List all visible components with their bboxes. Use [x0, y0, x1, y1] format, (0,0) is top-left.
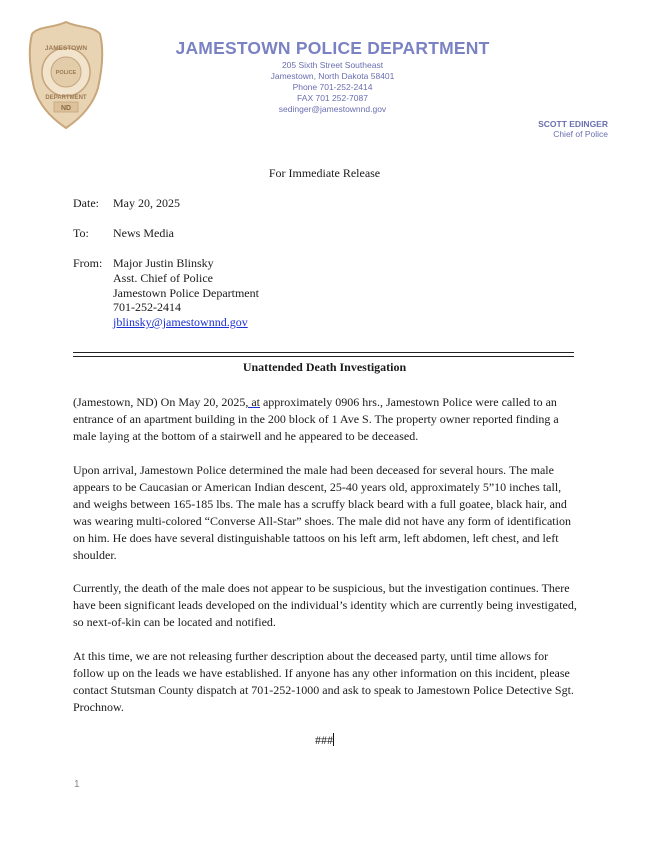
paragraph-1 — [73, 394, 578, 445]
date-label: Date: — [73, 196, 99, 210]
from-title: Asst. Chief of Police — [113, 271, 213, 285]
headline: Unattended Death Investigation — [242, 360, 407, 374]
badge-center-text: POLICE — [55, 70, 77, 76]
badge-banner-text: ND — [60, 105, 72, 112]
address-line-city: Jamestown, North Dakota 58401 — [270, 71, 395, 81]
from-name: Major Justin Blinsky — [113, 256, 214, 270]
address-line-phone: Phone 701-252-2414 — [292, 82, 373, 92]
to-label: To: — [73, 226, 89, 240]
divider-rule — [73, 356, 574, 357]
text-cursor — [333, 733, 334, 746]
from-phone: 701-252-2414 — [113, 300, 181, 314]
to-value: News Media — [113, 226, 174, 240]
paragraph-2: Upon arrival, Jamestown Police determined the male had been deceased for several hours. The male appears to be Caucasian or American Indian descent, 25-40 years old, approximately 5”10 inches tall, and weighs between 165-185 lbs. The male has a scruffy black beard with a full goatee, black hair, and was wearing multi-colored “Converse All-Star” shoes. The male did not have any form of identification on him. He does have several distinguishable tattoos on his left arm, left abdomen, left chest, and left shoulder. — [73, 463, 571, 562]
divider-rule — [73, 352, 574, 353]
from-label: From: — [73, 256, 103, 270]
address-line-email: sedinger@jamestownnd.gov — [278, 104, 387, 114]
release-line: For Immediate Release — [268, 166, 381, 180]
date-value: May 20, 2025 — [113, 196, 180, 210]
badge-bottom-text: DEPARTMENT — [45, 95, 87, 101]
address-line-street: 205 Sixth Street Southeast — [281, 60, 384, 70]
chief-title: Chief of Police — [553, 129, 608, 139]
police-badge-icon — [28, 20, 104, 130]
end-mark-text: ### — [315, 733, 333, 747]
department-title: JAMESTOWN POLICE DEPARTMENT — [175, 38, 490, 58]
paragraph-1-text: (Jamestown, ND) On May 20, 2025 — [73, 395, 246, 409]
paragraph-1-underlined: , at — [245, 395, 260, 409]
paragraph-4: At this time, we are not releasing further description about the deceased party, until time allows for follow up on the leads we have established. If anyone has any other information on this incident, please contact Stutsman County dispatch at 701-252-1000 and ask to speak to Jamestown Police Detective Sgt. Prochnow. — [73, 649, 574, 714]
from-email-link[interactable]: jblinsky@jamestownnd.gov — [113, 315, 248, 329]
address-line-fax: FAX 701 252-7087 — [297, 93, 368, 103]
from-department: Jamestown Police Department — [113, 286, 259, 300]
end-mark — [0, 732, 649, 749]
paragraph-3: Currently, the death of the male does not appear to be suspicious, but the investigation continues. There have been significant leads developed on the individual’s identity which are currently being investigated, so next-of-kin can be located and notified. — [73, 581, 577, 629]
chief-name: SCOTT EDINGER — [538, 119, 608, 129]
paragraph-1-text: approximately 0906 hrs., Jamestown Police were called to an entrance of an apartment building in the 200 block of 1 Ave S. The property owner reported finding a male laying at the bottom of a stairwell and he appeared to be deceased. — [73, 395, 559, 443]
badge-top-text: JAMESTOWN — [44, 45, 88, 52]
page-number: 1 — [74, 779, 80, 790]
